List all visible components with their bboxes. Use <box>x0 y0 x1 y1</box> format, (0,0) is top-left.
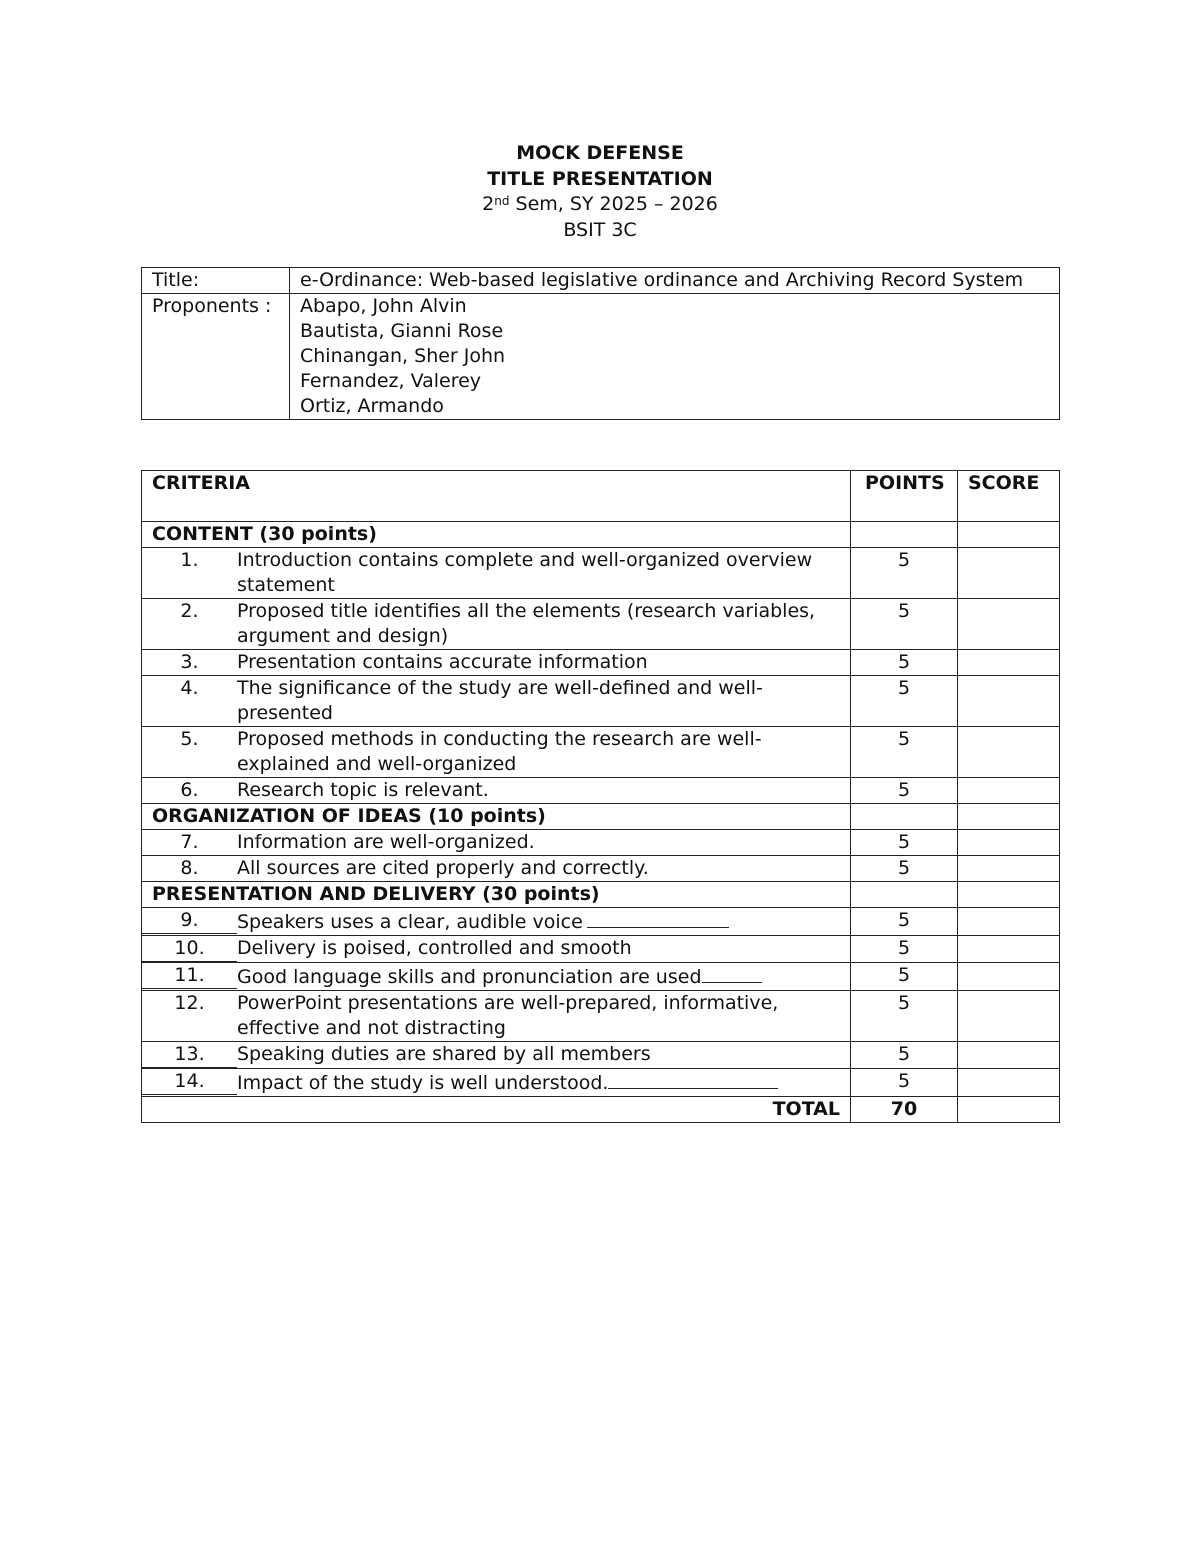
proponents-label: Proponents : <box>142 294 290 420</box>
underline-rule <box>587 908 729 928</box>
table-row <box>142 1042 1060 1069</box>
item-points: 5 <box>851 650 958 676</box>
table-row <box>142 599 1060 650</box>
section-row <box>142 522 1060 548</box>
item-text: All sources are cited properly and correctly. <box>237 857 649 879</box>
header-section: BSIT 3C <box>563 218 637 241</box>
table-row <box>142 676 1060 727</box>
table-header-row <box>142 471 1060 522</box>
header-subtitle: TITLE PRESENTATION <box>487 167 713 190</box>
table-row <box>142 936 1060 963</box>
item-score[interactable] <box>958 830 1060 856</box>
semester-number: 2 <box>482 193 495 215</box>
proponent-name: Ortiz, Armando <box>300 395 444 417</box>
item-score[interactable] <box>958 676 1060 727</box>
table-row <box>142 778 1060 804</box>
table-row <box>142 830 1060 856</box>
item-score[interactable] <box>958 727 1060 778</box>
total-score[interactable] <box>958 1097 1060 1123</box>
item-score[interactable] <box>958 650 1060 676</box>
section-row <box>142 804 1060 830</box>
item-text: Impact of the study is well understood. <box>237 1069 817 1096</box>
table-row <box>142 548 1060 599</box>
table-row <box>142 963 1060 991</box>
item-text: Speaking duties are shared by all members <box>237 1043 651 1065</box>
item-points: 5 <box>851 936 958 963</box>
semester-year: Sem, SY 2025 – 2026 <box>509 193 718 215</box>
item-score[interactable] <box>958 548 1060 599</box>
table-row <box>142 991 1060 1042</box>
item-points: 5 <box>851 727 958 778</box>
item-points: 5 <box>851 991 958 1042</box>
item-text: Presentation contains accurate information <box>237 651 648 673</box>
table-row <box>142 1069 1060 1097</box>
item-text: Speakers uses a clear, audible voice <box>237 908 817 935</box>
title-label: Title: <box>142 268 290 294</box>
item-score[interactable] <box>958 856 1060 882</box>
item-number: 1. <box>180 549 199 571</box>
item-points: 5 <box>851 908 958 936</box>
item-points: 5 <box>851 963 958 991</box>
proponent-name: Abapo, John Alvin <box>300 295 467 317</box>
item-text: Research topic is relevant. <box>237 779 489 801</box>
total-points: 70 <box>851 1097 958 1123</box>
item-number: 11. <box>142 963 237 989</box>
item-number: 8. <box>180 857 199 879</box>
item-points: 5 <box>851 548 958 599</box>
item-number: 2. <box>180 600 199 622</box>
table-row <box>142 908 1060 936</box>
proponent-name: Bautista, Gianni Rose <box>300 320 504 342</box>
item-number: 6. <box>180 779 199 801</box>
header-title: MOCK DEFENSE <box>516 142 684 164</box>
item-number: 3. <box>180 651 199 673</box>
table-row <box>142 650 1060 676</box>
item-text: Delivery is poised, controlled and smooth <box>237 937 632 959</box>
proponents-row <box>142 294 1060 420</box>
criteria-header: CRITERIA <box>142 471 851 522</box>
item-points: 5 <box>851 830 958 856</box>
item-number: 7. <box>180 831 199 853</box>
total-row <box>142 1097 1060 1123</box>
title-row <box>142 268 1060 294</box>
item-number: 12. <box>174 992 205 1014</box>
item-points: 5 <box>851 1069 958 1097</box>
criteria-table <box>141 470 1060 1123</box>
points-header: POINTS <box>851 471 958 522</box>
item-number: 13. <box>142 1042 237 1068</box>
item-score[interactable] <box>958 1069 1060 1097</box>
table-row <box>142 727 1060 778</box>
proponent-name: Chinangan, Sher John <box>300 345 506 367</box>
score-header: SCORE <box>958 471 1060 522</box>
section-title: CONTENT (30 points) <box>142 522 851 548</box>
total-label: TOTAL <box>142 1097 851 1123</box>
item-score[interactable] <box>958 599 1060 650</box>
item-score[interactable] <box>958 991 1060 1042</box>
section-title: ORGANIZATION OF IDEAS (10 points) <box>142 804 851 830</box>
item-points: 5 <box>851 856 958 882</box>
item-points: 5 <box>851 778 958 804</box>
item-text: Good language skills and pronunciation are used <box>237 963 817 990</box>
semester-ordinal: nd <box>494 194 510 208</box>
item-score[interactable] <box>958 936 1060 963</box>
underline-rule <box>608 1069 778 1089</box>
item-score[interactable] <box>958 1042 1060 1069</box>
document-header <box>0 141 1200 243</box>
section-row <box>142 882 1060 908</box>
item-score[interactable] <box>958 908 1060 936</box>
item-points: 5 <box>851 599 958 650</box>
section-title: PRESENTATION AND DELIVERY (30 points) <box>142 882 851 908</box>
proponents-list <box>290 294 1060 420</box>
item-score[interactable] <box>958 963 1060 991</box>
item-number: 14. <box>142 1069 237 1095</box>
item-score[interactable] <box>958 778 1060 804</box>
proponent-name: Fernandez, Valerey <box>300 370 482 392</box>
item-number: 10. <box>142 936 237 962</box>
item-number: 9. <box>142 908 237 934</box>
item-text: The significance of the study are well-defined and well-presented <box>237 677 763 724</box>
item-points: 5 <box>851 676 958 727</box>
item-text: Proposed title identifies all the elements (research variables, argument and design) <box>237 600 816 647</box>
info-table <box>141 267 1060 420</box>
title-value: e-Ordinance: Web-based legislative ordinance and Archiving Record System <box>290 268 1060 294</box>
header-semester <box>0 192 1200 218</box>
item-text: Introduction contains complete and well-organized overview statement <box>237 549 813 596</box>
item-text: Information are well-organized. <box>237 831 535 853</box>
table-row <box>142 856 1060 882</box>
underline-rule <box>702 963 762 983</box>
item-text: PowerPoint presentations are well-prepared, informative, effective and not distracting <box>237 992 779 1039</box>
item-points: 5 <box>851 1042 958 1069</box>
item-text: Proposed methods in conducting the research are well-explained and well-organized <box>237 728 762 775</box>
item-number: 4. <box>180 677 199 699</box>
item-number: 5. <box>180 728 199 750</box>
